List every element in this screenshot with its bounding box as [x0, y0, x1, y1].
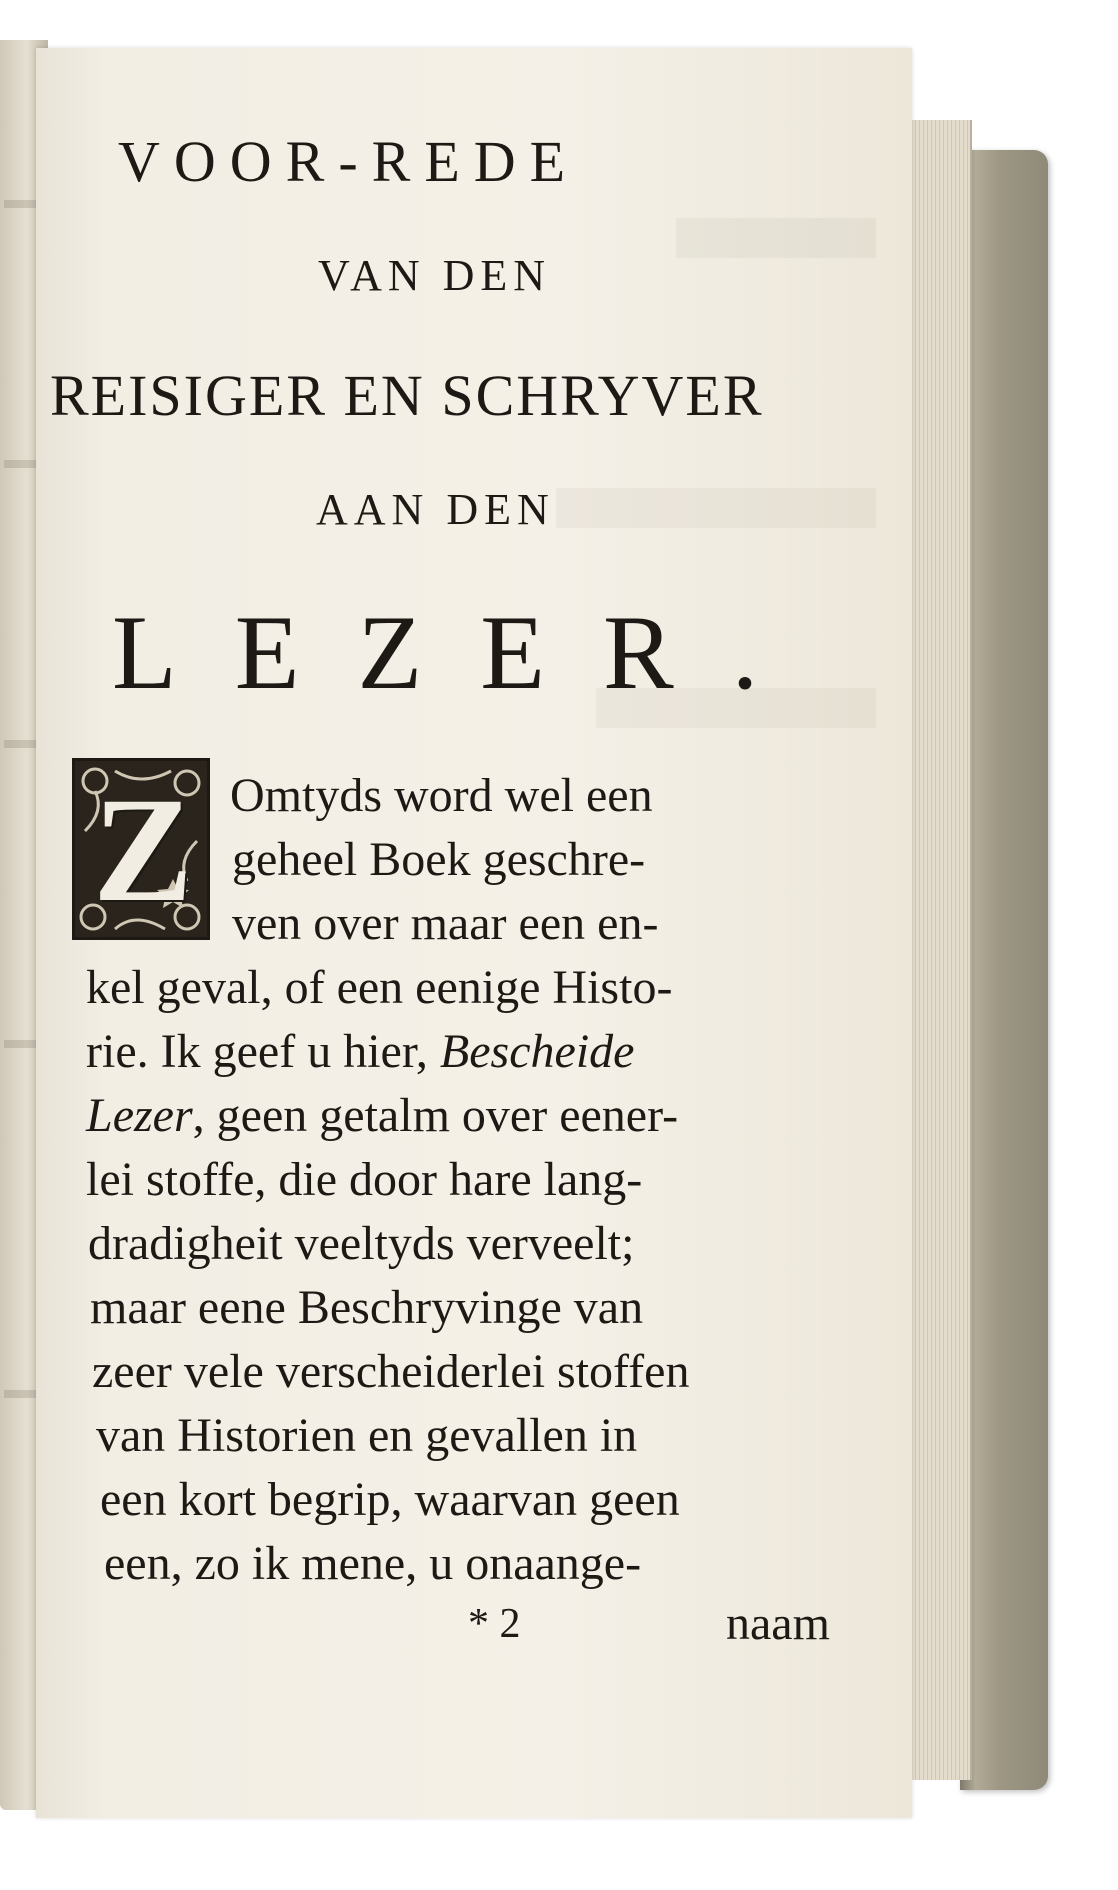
body-line-6-text: , geen getalm over eener-	[192, 1089, 679, 1142]
body-line-6	[86, 1088, 678, 1144]
body-line-13: een, zo ik mene, u onaange-	[104, 1537, 642, 1590]
body-line-3: ven over maar een en-	[232, 897, 659, 950]
heading-aan-den: AAN DEN	[316, 485, 555, 534]
drop-cap-letter: Z	[93, 767, 194, 933]
body-line-11: van Historien en gevallen in	[96, 1409, 638, 1462]
signature-mark: * 2	[468, 1601, 521, 1647]
body-line-5-text: rie. Ik geef u hier,	[86, 1025, 440, 1078]
book-cover	[960, 150, 1048, 1790]
heading-reisiger: REISIGER EN SCHRYVER	[50, 363, 764, 428]
body-line-10: zeer vele verscheiderlei stoffen	[92, 1345, 690, 1398]
decorative-initial	[72, 758, 210, 940]
catchword: naam	[726, 1597, 830, 1650]
body-line-9: maar eene Beschryvinge van	[90, 1281, 644, 1334]
body-line-8: dradigheit veeltyds verveelt;	[88, 1217, 635, 1270]
heading-van-den: VAN DEN	[318, 251, 552, 300]
body-line-7: lei stoffe, die door hare lang-	[86, 1153, 643, 1206]
body-line-5	[86, 1024, 634, 1080]
body-line-1: Omtyds word wel een	[230, 769, 653, 822]
body-line-2: geheel Boek geschre-	[232, 833, 646, 886]
heading-lezer: LEZER.	[112, 594, 817, 711]
body-line-5-italic: Bescheide	[439, 1025, 635, 1078]
body-line-6-italic: Lezer	[86, 1089, 193, 1142]
heading-voor-rede: VOOR-REDE	[118, 129, 580, 194]
body-line-12: een kort begrip, waarvan geen	[100, 1473, 680, 1526]
body-line-4: kel geval, of een eenige Histo-	[86, 961, 673, 1014]
